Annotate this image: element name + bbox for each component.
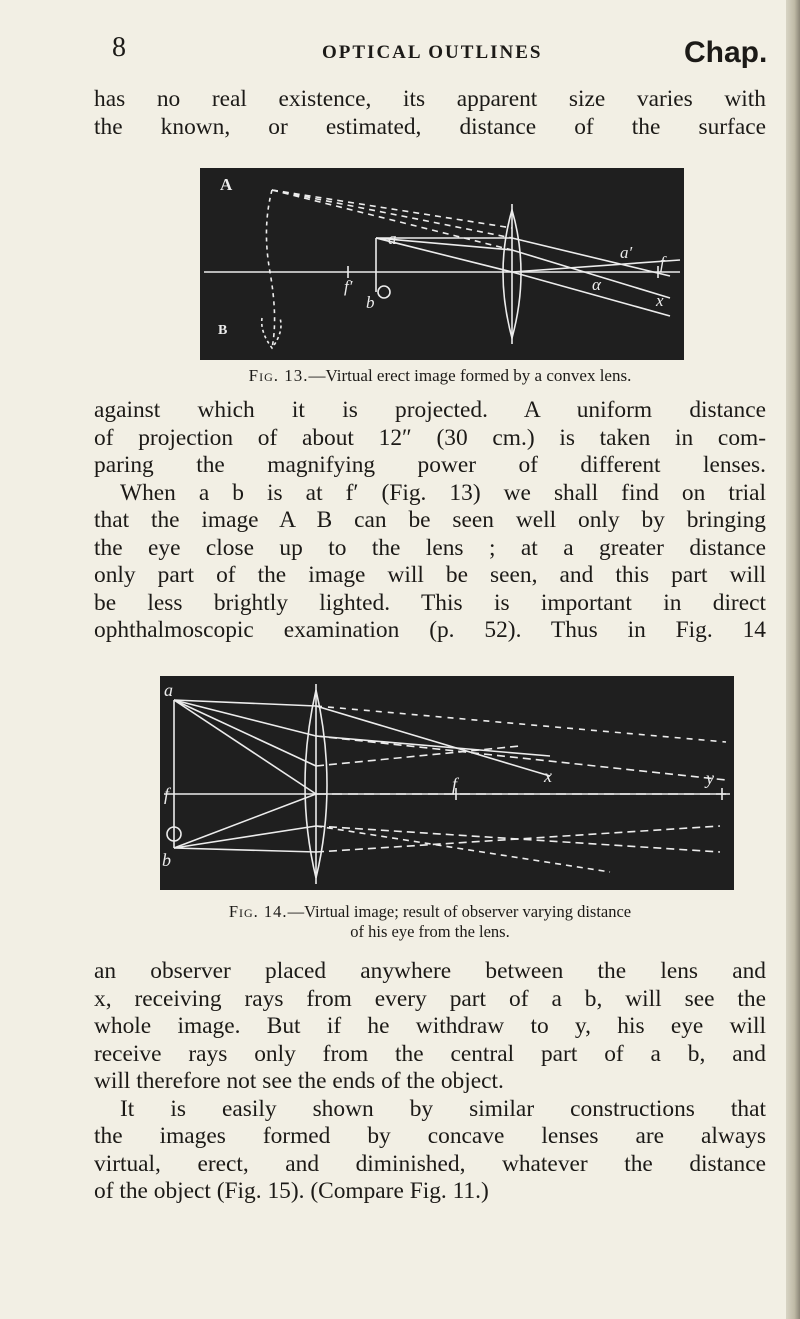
figure-13-caption-label: Fig. 13. — [248, 366, 309, 385]
figure-14-diagram — [160, 676, 734, 890]
text-line: whole image. But if he withdraw to y, his eye will — [94, 1013, 766, 1039]
figure-13-diagram — [200, 168, 684, 360]
text-line: x, receiving rays from every part of a b, will see the — [94, 985, 766, 1012]
label-A: A — [220, 175, 233, 194]
text-line: will therefore not see the ends of the object. — [94, 1068, 504, 1094]
label-b: b — [366, 293, 375, 312]
text-line: an observer placed anywhere between the lens and — [94, 958, 766, 984]
text-line: only part of the image will be seen, and this part will — [94, 562, 766, 588]
text-line: virtual, erect, and diminished, whatever the distance — [94, 1150, 766, 1177]
paragraph-intro — [94, 86, 766, 141]
text-line: be less brightly lighted. This is important in direct — [94, 589, 766, 616]
figure-14-caption-label: Fig. 14. — [228, 902, 288, 921]
chapter-label: Chap. — [684, 36, 768, 69]
figure-13-caption — [120, 366, 760, 386]
text-line: the images formed by concave lenses are always — [94, 1123, 766, 1149]
text-line: ophthalmoscopic examination (p. 52). Thus in Fig. 14 — [94, 617, 766, 643]
figure-14-caption-text: —Virtual image; result of observer varying distance — [287, 902, 632, 921]
figure-13-caption-text: —Virtual erect image formed by a convex lens. — [308, 366, 632, 385]
text-line: of the object (Fig. 15). (Compare Fig. 11.) — [94, 1178, 489, 1204]
paragraph-conclusion — [94, 958, 766, 1206]
text-line: It is easily shown by similar constructions that — [120, 1095, 766, 1122]
label-f: f — [660, 253, 665, 272]
label-f-prime: f′ — [344, 277, 353, 296]
label-a: a — [388, 229, 397, 248]
figure-14-caption-line2: of his eye from the lens. — [350, 922, 510, 941]
label-alpha: α — [592, 275, 601, 294]
label-a: a — [164, 680, 173, 700]
text-line: When a b is at f′ (Fig. 13) we shall find on trial — [120, 479, 766, 506]
label-y: y — [706, 768, 714, 788]
page-number: 8 — [112, 32, 126, 63]
text-line: against which it is projected. A uniform distance — [94, 397, 766, 423]
virtual-image-arrow — [266, 190, 274, 348]
text-line: paring the magnifying power of different lenses. — [94, 452, 766, 478]
label-x: x — [656, 291, 664, 310]
text-line: receive rays only from the central part of a b, and — [94, 1040, 766, 1067]
text-line: the known, or estimated, distance of the surface — [94, 113, 766, 140]
running-title: OPTICAL OUTLINES — [322, 42, 543, 63]
figure-14-caption — [90, 902, 770, 942]
text-line: the eye close up to the lens ; at a greater distance — [94, 534, 766, 561]
label-a-prime: a′ — [620, 243, 633, 262]
label-B: B — [218, 323, 228, 338]
label-b: b — [162, 850, 171, 870]
paragraph-body — [94, 397, 766, 645]
page-header — [0, 30, 786, 80]
label-f-right: f — [452, 774, 458, 794]
figure-14 — [160, 676, 734, 890]
figure-13 — [200, 168, 684, 360]
text-line: has no real existence, its apparent size varies with — [94, 86, 766, 112]
text-line: of projection of about 12″ (30 cm.) is taken in com- — [94, 424, 766, 451]
page-edge — [786, 0, 800, 1319]
label-x: x — [544, 766, 552, 786]
label-f-left: f — [164, 784, 170, 804]
text-line: that the image A B can be seen well only by bringing — [94, 507, 766, 533]
